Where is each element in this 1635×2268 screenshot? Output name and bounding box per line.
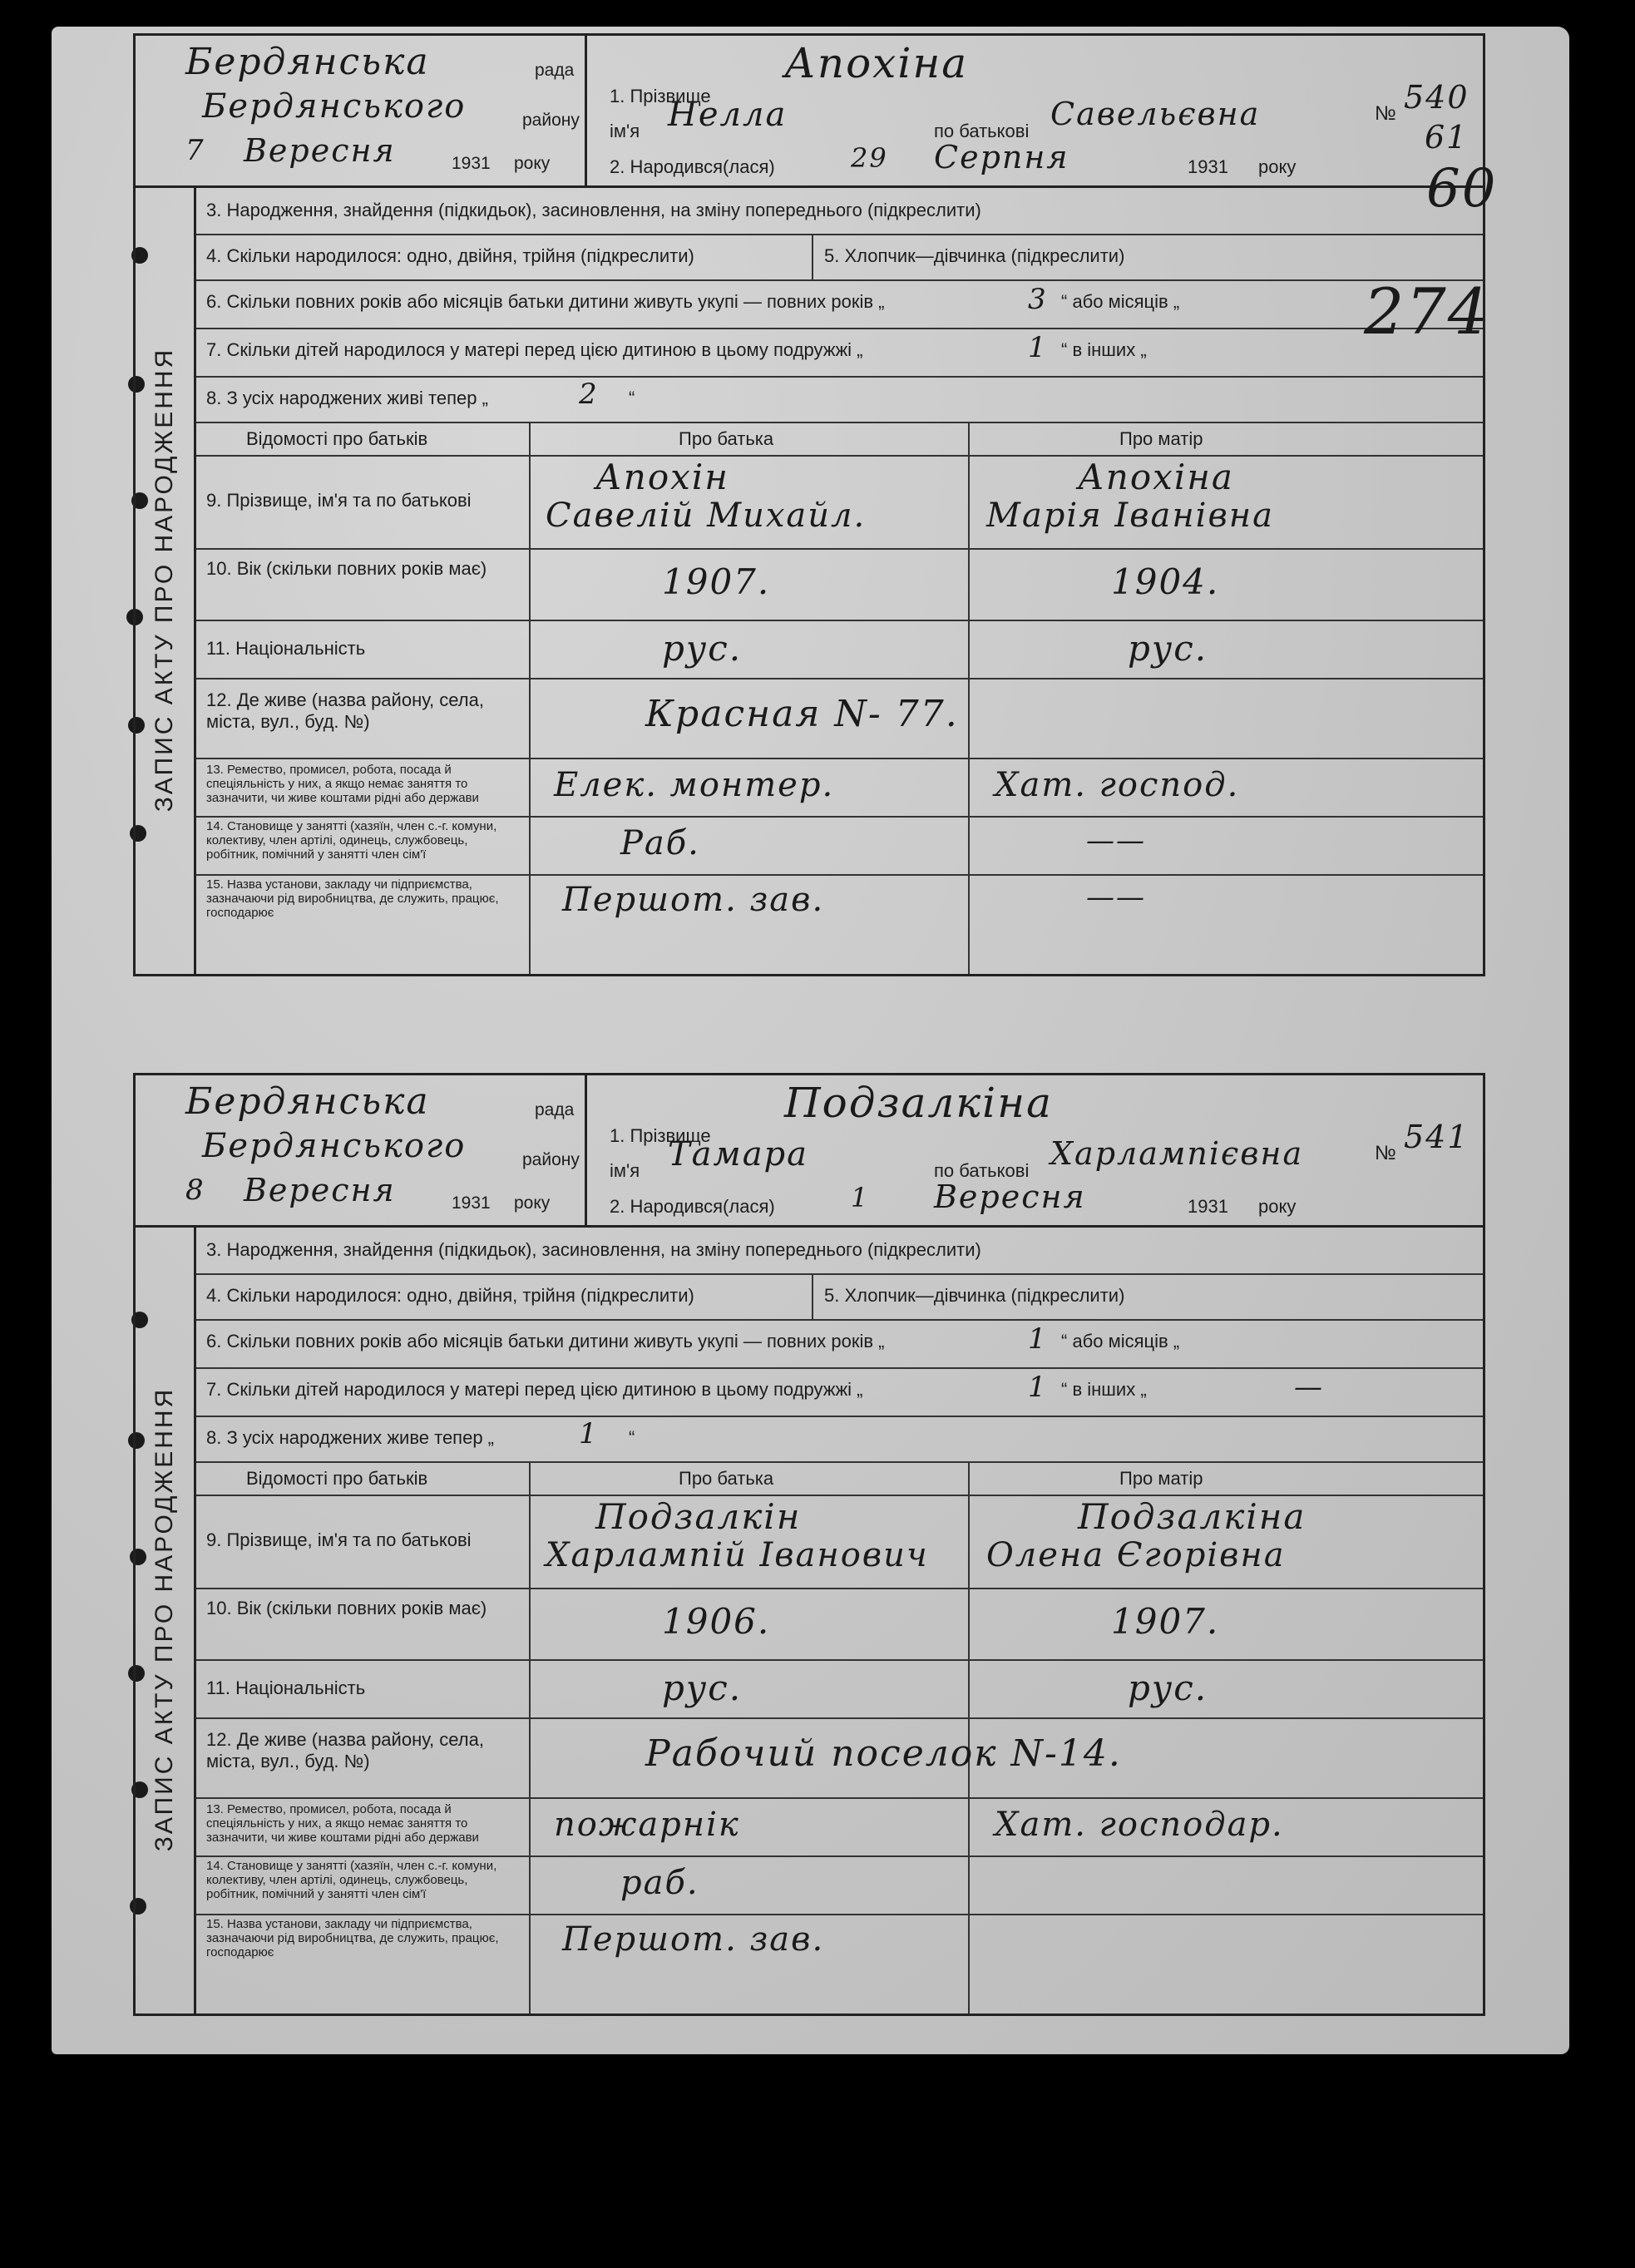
question-7-row: [196, 1367, 1483, 1417]
mother-occupation: Хат. господ.: [995, 766, 1240, 804]
question-8-tail: “: [629, 1427, 635, 1448]
father-workplace: Першот. зав.: [562, 1920, 825, 1959]
registry-office-block: [136, 36, 587, 185]
margin-correction-60: 60: [1426, 158, 1498, 220]
mother-workplace: ——: [1086, 881, 1146, 914]
row-13-occupation: [196, 758, 1483, 818]
parents-address: Красная N- 77.: [645, 693, 959, 735]
question-5-text: 5. Хлопчик—дівчинка (підкреслити): [824, 1285, 1125, 1306]
registration-month: Вересня: [244, 1172, 396, 1208]
record-number: 540: [1404, 79, 1470, 116]
row-12-label: 12. Де живе (назва району, села, міста, вул., буд. №): [206, 689, 484, 732]
question-7-row: [196, 328, 1483, 378]
record-header: [136, 1075, 1483, 1228]
header-mother: Про матір: [1119, 428, 1203, 449]
child-first-name: Нелла: [668, 96, 788, 134]
first-name-label: ім'я: [610, 121, 640, 141]
birth-record-form: [133, 1073, 1485, 2016]
header-info: Відомості про батьків: [246, 1468, 428, 1489]
child-first-name: Тамара: [668, 1135, 808, 1174]
row-13-label: 13. Ремество, промисел, робота, посада й спеціяльність у них, а якщо немає заняття то зазначити, чи живе коштами рідні або держави: [206, 763, 479, 805]
parents-table: [196, 1461, 1483, 2014]
header-mother: Про матір: [1119, 1468, 1203, 1489]
birth-day: 1: [851, 1182, 870, 1213]
birth-date-label: 2. Народився(лася): [610, 1196, 775, 1217]
row-13-occupation: [196, 1797, 1483, 1857]
father-nationality: рус.: [662, 1668, 743, 1708]
mother-occupation: Хат. господар.: [995, 1806, 1284, 1844]
registration-year: 1931: [452, 1193, 491, 1213]
father-occupation: Елек. монтер.: [554, 766, 835, 804]
side-title-text: ЗАПИС АКТУ ПРО НАРОДЖЕННЯ: [151, 1386, 178, 1852]
record-number-label: №: [1375, 102, 1396, 125]
row-11-label: 11. Національність: [206, 638, 366, 659]
council-suffix: рада: [535, 61, 575, 80]
row-10-label: 10. Вік (скільки повних років має): [206, 558, 487, 579]
question-7-value: 1: [1028, 331, 1048, 364]
question-4-5-row: [196, 234, 1483, 281]
registry-office-block: [136, 1075, 587, 1225]
patronymic-label: по батькові: [934, 121, 1030, 141]
birth-year-suffix: року: [1258, 156, 1297, 177]
record-header: [136, 36, 1483, 188]
question-7-value: 1: [1028, 1371, 1048, 1404]
header-info: Відомості про батьків: [246, 428, 428, 449]
row-10-label: 10. Вік (скільки повних років має): [206, 1598, 487, 1618]
father-surname: Апохін: [595, 457, 729, 497]
mother-employment-status: ——: [1086, 824, 1146, 857]
surname-label: 1. Прізвище: [610, 1125, 711, 1146]
row-15-label: 15. Назва установи, закладу чи підприємства, зазначаючи рід виробництва, де служить, працює, господарює: [206, 877, 499, 920]
child-patronymic: Савельєвна: [1050, 96, 1261, 132]
district-suffix: району: [522, 1150, 580, 1169]
record-side-title: [136, 185, 196, 974]
row-13-label: 13. Ремество, промисел, робота, посада й спеціяльність у них, а якщо немає заняття то зазначити, чи живе коштами рідні або держави: [206, 1802, 479, 1845]
question-3-row: [196, 188, 1483, 235]
question-8-tail: “: [629, 388, 635, 408]
child-surname: Подзалкіна: [784, 1079, 1053, 1127]
correction-number-top: 61: [1425, 119, 1469, 156]
birth-year: 1931: [1188, 156, 1228, 177]
birth-day: 29: [851, 142, 888, 174]
row-9-label: 9. Прізвище, ім'я та по батькові: [206, 490, 472, 511]
question-6-row: [196, 279, 1483, 329]
row-9-names: [196, 1495, 1483, 1589]
row-14-status: [196, 816, 1483, 876]
registration-day: 7: [185, 134, 205, 167]
question-7-other-value: —: [1294, 1371, 1324, 1404]
mother-birth-year: 1904.: [1111, 561, 1220, 602]
registration-year-suffix: року: [514, 154, 551, 173]
row-9-label: 9. Прізвище, ім'я та по батькові: [206, 1529, 472, 1550]
question-4-text: 4. Скільки народилося: одно, двійня, трійня (підкреслити): [206, 1285, 694, 1306]
row-14-status: [196, 1855, 1483, 1915]
row-11-nationality: [196, 1659, 1483, 1719]
mother-birth-year: 1907.: [1111, 1601, 1220, 1642]
question-8-text: 8. З усіх народжених живе тепер „: [206, 1427, 495, 1448]
council-suffix: рада: [535, 1100, 575, 1119]
record-body: [196, 1228, 1483, 2014]
district-suffix: району: [522, 111, 580, 130]
birth-month: Серпня: [934, 139, 1069, 175]
header-father: Про батька: [679, 1468, 774, 1489]
mother-nationality: рус.: [1128, 628, 1208, 669]
record-number-label: №: [1375, 1142, 1396, 1164]
mother-given-names: Олена Єгорівна: [986, 1536, 1286, 1574]
father-employment-status: Раб.: [620, 824, 700, 862]
row-9-names: [196, 455, 1483, 550]
question-4-5-row: [196, 1273, 1483, 1321]
birth-year-suffix: року: [1258, 1196, 1297, 1217]
question-6-years-value: 1: [1028, 1322, 1048, 1356]
registration-year-suffix: року: [514, 1193, 551, 1213]
question-8-value: 1: [579, 1417, 599, 1450]
row-12-address: [196, 678, 1483, 759]
question-6-text: 6. Скільки повних років або місяців батьки дитини живуть укупі — повних років „: [206, 291, 885, 312]
father-nationality: рус.: [662, 628, 743, 669]
mother-nationality: рус.: [1128, 1668, 1208, 1708]
council-name: Бердянська: [185, 41, 430, 83]
question-6-tail: “ або місяців „: [1061, 1331, 1180, 1351]
child-surname: Апохіна: [784, 39, 969, 87]
question-3-row: [196, 1228, 1483, 1275]
father-given-names: Савелій Михайл.: [546, 497, 867, 535]
row-14-label: 14. Становище у занятті (хазяїн, член с.-г. комуни, колективу, член артілі, одинець, службовець, робітник, помічний у занятті член сім'ї: [206, 819, 497, 862]
question-6-text: 6. Скільки повних років або місяців батьки дитини живуть укупі — повних років „: [206, 1331, 885, 1351]
row-10-age: [196, 1588, 1483, 1661]
question-8-row: [196, 1416, 1483, 1463]
question-4-text: 4. Скільки народилося: одно, двійня, трійня (підкреслити): [206, 245, 694, 266]
parents-address: Рабочий поселок N-14.: [645, 1732, 1122, 1775]
row-15-workplace: [196, 874, 1483, 931]
district-name: Бердянського: [202, 1127, 467, 1165]
parents-table-header: [196, 422, 1483, 457]
side-title-text: ЗАПИС АКТУ ПРО НАРОДЖЕННЯ: [151, 347, 178, 813]
birth-year: 1931: [1188, 1196, 1228, 1217]
question-7-text: 7. Скільки дітей народилося у матері перед цією дитиною в цьому подружжі „: [206, 339, 863, 360]
question-7-tail: “ в інших „: [1061, 339, 1147, 360]
birth-month: Вересня: [934, 1178, 1086, 1215]
child-patronymic: Харлампієвна: [1050, 1135, 1304, 1172]
question-6-tail: “ або місяців „: [1061, 291, 1180, 312]
row-12-address: [196, 1717, 1483, 1799]
father-given-names: Харлампій Іванович: [546, 1536, 929, 1574]
question-3-text: 3. Народження, знайдення (підкидьок), засиновлення, на зміну попереднього (підкреслити): [206, 1239, 981, 1260]
father-workplace: Першот. зав.: [562, 881, 825, 919]
question-8-text: 8. З усіх народжених живі тепер „: [206, 388, 488, 408]
registration-year: 1931: [452, 154, 491, 173]
mother-surname: Подзалкіна: [1078, 1496, 1307, 1537]
father-occupation: пожарнік: [554, 1806, 740, 1844]
record-body: [196, 188, 1483, 974]
question-7-text: 7. Скільки дітей народилося у матері перед цією дитиною в цьому подружжі „: [206, 1379, 863, 1400]
question-8-value: 2: [579, 378, 599, 411]
mother-given-names: Марія Іванівна: [986, 497, 1274, 535]
question-6-row: [196, 1319, 1483, 1369]
district-name: Бердянського: [202, 87, 467, 126]
father-surname: Подзалкін: [595, 1496, 802, 1537]
row-11-label: 11. Національність: [206, 1678, 366, 1698]
father-birth-year: 1906.: [662, 1601, 771, 1642]
parents-table-header: [196, 1461, 1483, 1496]
surname-label: 1. Прізвище: [610, 86, 711, 106]
row-11-nationality: [196, 620, 1483, 679]
council-name: Бердянська: [185, 1080, 430, 1123]
record-number: 541: [1404, 1119, 1470, 1155]
registration-day: 8: [185, 1174, 205, 1207]
row-14-label: 14. Становище у занятті (хазяїн, член с.-г. комуни, колективу, член артілі, одинець, службовець, робітник, помічний у занятті член сім'ї: [206, 1859, 497, 1901]
father-employment-status: раб.: [620, 1864, 699, 1902]
patronymic-label: по батькові: [934, 1160, 1030, 1181]
question-3-text: 3. Народження, знайдення (підкидьок), засиновлення, на зміну попереднього (підкреслити): [206, 200, 981, 220]
row-15-workplace: [196, 1914, 1483, 1970]
parents-table: [196, 422, 1483, 974]
mother-surname: Апохіна: [1078, 457, 1234, 497]
registration-month: Вересня: [244, 132, 396, 169]
question-8-row: [196, 376, 1483, 423]
question-7-tail: “ в інших „: [1061, 1379, 1147, 1400]
margin-correction-274: 274: [1364, 274, 1490, 348]
first-name-label: ім'я: [610, 1160, 640, 1181]
question-5-text: 5. Хлопчик—дівчинка (підкреслити): [824, 245, 1125, 266]
record-side-title: [136, 1225, 196, 2014]
row-12-label: 12. Де живе (назва району, села, міста, вул., буд. №): [206, 1729, 484, 1771]
row-10-age: [196, 548, 1483, 621]
question-6-years-value: 3: [1028, 283, 1048, 316]
header-father: Про батька: [679, 428, 774, 449]
father-birth-year: 1907.: [662, 561, 771, 602]
row-15-label: 15. Назва установи, закладу чи підприємства, зазначаючи рід виробництва, де служить, працює, господарює: [206, 1917, 499, 1959]
birth-date-label: 2. Народився(лася): [610, 156, 775, 177]
birth-record-form: [133, 33, 1485, 976]
